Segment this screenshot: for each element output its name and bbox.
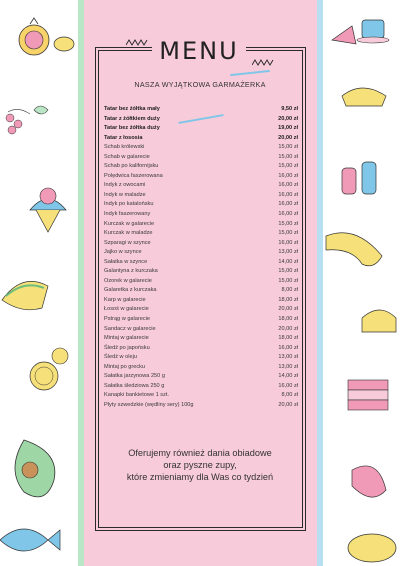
- blue-stripe: [317, 0, 323, 566]
- footer-note: [100, 447, 300, 483]
- menu-item: [104, 372, 298, 382]
- menu-item-name: Karp w galarecie: [104, 296, 146, 303]
- coffee-cup-icon: [357, 20, 389, 43]
- menu-item-name: Schab królewski: [104, 144, 145, 151]
- menu-item: [104, 258, 298, 268]
- pie-icon: [342, 88, 386, 106]
- menu-item: [104, 305, 298, 315]
- menu-item: [104, 325, 298, 335]
- menu-item-name: Galaretka z kurczaka: [104, 287, 157, 294]
- ice-cream-icon: [30, 188, 66, 232]
- menu-item-price: 13,00 zł: [278, 249, 298, 256]
- shrimp-icon: [352, 466, 386, 497]
- menu-item: [104, 286, 298, 296]
- menu-item: [104, 239, 298, 249]
- menu-list: [104, 105, 298, 411]
- menu-item: [104, 200, 298, 210]
- menu-item: [104, 153, 298, 163]
- menu-item: [104, 210, 298, 220]
- menu-item-price: 20,00 zł: [278, 306, 298, 313]
- bread-icon: [362, 310, 396, 332]
- menu-item: [104, 220, 298, 230]
- menu-item-name: Szparagi w szynce: [104, 239, 151, 246]
- croissant-icon: [326, 233, 382, 266]
- menu-item: [104, 267, 298, 277]
- menu-item-name: Kurczak w galarecie: [104, 220, 155, 227]
- menu-item: [104, 162, 298, 172]
- footer-line: Oferujemy również dania obiadowe: [128, 448, 272, 458]
- spice-shakers-icon: [342, 162, 376, 194]
- menu-item: [104, 334, 298, 344]
- menu-item-price: 14,00 zł: [278, 258, 298, 265]
- menu-item-name: Pstrąg w galarecie: [104, 316, 151, 323]
- left-food-illustrations: [0, 0, 78, 566]
- menu-item-name: Śledź po japońsku: [104, 344, 150, 351]
- menu-item-name: Galantyna z kurczaka: [104, 268, 158, 275]
- menu-item: [104, 401, 298, 411]
- menu-item: [104, 363, 298, 373]
- zigzag-left: [126, 39, 150, 47]
- menu-item-name: Indyk z owocami: [104, 182, 146, 189]
- menu-item-price: 15,00 zł: [278, 268, 298, 275]
- menu-item: [104, 277, 298, 287]
- menu-item: [104, 134, 298, 144]
- menu-item-price: 16,00 zł: [278, 191, 298, 198]
- menu-item-price: 16,00 zł: [278, 201, 298, 208]
- menu-item-price: 13,00 zł: [278, 363, 298, 370]
- menu-item-price: 13,00 zł: [278, 354, 298, 361]
- menu-item-name: Łosoś w galarecie: [104, 306, 149, 313]
- bread-bun-icon: [348, 534, 396, 562]
- menu-item-price: 18,00 zł: [278, 316, 298, 323]
- cake-slice-icon: [332, 26, 356, 44]
- fish-icon: [0, 529, 60, 551]
- menu-item: [104, 143, 298, 153]
- menu-item-name: Sałatka śledziowa 250 g: [104, 382, 165, 389]
- menu-item: [104, 296, 298, 306]
- citrus-icon: [30, 348, 68, 390]
- menu-item-price: 16,00 zł: [278, 382, 298, 389]
- menu-item-price: 15,00 zł: [278, 144, 298, 151]
- menu-item-price: 15,00 zł: [278, 277, 298, 284]
- menu-item-price: 20,00 zł: [278, 134, 298, 141]
- menu-item-name: Tatar bez żółtka duży: [104, 125, 160, 132]
- menu-item-name: Kurczak w maladze: [104, 230, 153, 237]
- menu-item-price: 20,00 zł: [278, 401, 298, 408]
- berries-icon: [6, 106, 48, 134]
- right-food-illustrations: [322, 0, 400, 566]
- sandwich-icon: [2, 281, 48, 309]
- menu-item-price: 15,00 zł: [278, 163, 298, 170]
- menu-item-price: 16,00 zł: [278, 182, 298, 189]
- pomegranate-icon: [19, 18, 49, 55]
- menu-item-name: Płyty szwedzkie (wędliny sery) 100g: [104, 401, 194, 408]
- menu-item-name: Indyk faszerowany: [104, 211, 151, 218]
- menu-item-name: Indyk po katalońsku: [104, 201, 154, 208]
- menu-item-price: 15,00 zł: [278, 220, 298, 227]
- menu-item-price: 15,00 zł: [278, 230, 298, 237]
- menu-item: [104, 353, 298, 363]
- menu-item-name: Mintaj w galarecie: [104, 335, 149, 342]
- menu-item-name: Tatar bez żółtka mały: [104, 106, 160, 112]
- footer-line: które zmieniamy dla Was co tydzień: [126, 472, 274, 482]
- menu-item: [104, 382, 298, 392]
- menu-item-name: Mintaj po grecku: [104, 363, 146, 370]
- menu-item-name: Tatar z łososia: [104, 134, 143, 141]
- menu-item-name: Sałatka jarzynowa 250 g: [104, 373, 165, 380]
- avocado-icon: [15, 440, 55, 497]
- menu-item: [104, 191, 298, 201]
- menu-item: [104, 124, 298, 134]
- layer-cake-icon: [348, 380, 388, 410]
- menu-item: [104, 229, 298, 239]
- zigzag-right: [252, 59, 276, 67]
- menu-item-price: 16,00 zł: [278, 239, 298, 246]
- menu-item: [104, 105, 298, 115]
- menu-item-price: 8,00 zł: [281, 287, 298, 294]
- subtitle: NASZA WYJĄTKOWA GARMAŻERKA: [134, 80, 266, 89]
- menu-item-price: 8,00 zł: [281, 392, 298, 399]
- menu-item-name: Sałatka w szynce: [104, 258, 148, 265]
- menu-item-name: Jajko w szynce: [104, 249, 142, 256]
- menu-item-name: Schab w galarecie: [104, 153, 150, 160]
- menu-item-name: Śledź w oleju: [104, 354, 137, 361]
- menu-item: [104, 248, 298, 258]
- footer-line: oraz pyszne zupy,: [163, 460, 237, 470]
- title-box: [152, 36, 246, 66]
- menu-item-price: 18,00 zł: [278, 335, 298, 342]
- menu-item: [104, 172, 298, 182]
- menu-item-price: 16,00 zł: [278, 172, 298, 179]
- menu-item-price: 20,00 zł: [278, 325, 298, 332]
- menu-item-price: 16,00 zł: [278, 344, 298, 351]
- menu-item-price: 16,00 zł: [278, 211, 298, 218]
- menu-item-name: Sandacz w galarecie: [104, 325, 156, 332]
- menu-item-price: 20,00 zł: [278, 115, 298, 122]
- menu-item-price: 15,00 zł: [278, 153, 298, 160]
- page-title: MENU: [159, 37, 239, 65]
- menu-item: [104, 391, 298, 401]
- menu-item-price: 19,00 zł: [278, 125, 298, 132]
- menu-item: [104, 115, 298, 125]
- menu-item: [104, 344, 298, 354]
- menu-item: [104, 315, 298, 325]
- menu-item: [104, 181, 298, 191]
- menu-item-name: Polędwica faszerowana: [104, 172, 163, 179]
- menu-item-price: 18,00 zł: [278, 296, 298, 303]
- menu-item-name: Tatar z żółtkiem duży: [104, 115, 160, 122]
- menu-item-price: 14,00 zł: [278, 373, 298, 380]
- lemon-icon: [54, 37, 74, 51]
- menu-item-price: 9,50 zł: [281, 106, 298, 112]
- menu-item-name: Schab po kalifornijsku: [104, 163, 159, 170]
- menu-item-name: Kanapki bankietowe 1 szt.: [104, 392, 169, 399]
- menu-item-name: Ozorek w galarecie: [104, 277, 152, 284]
- menu-item-name: Indyk w maladze: [104, 191, 146, 198]
